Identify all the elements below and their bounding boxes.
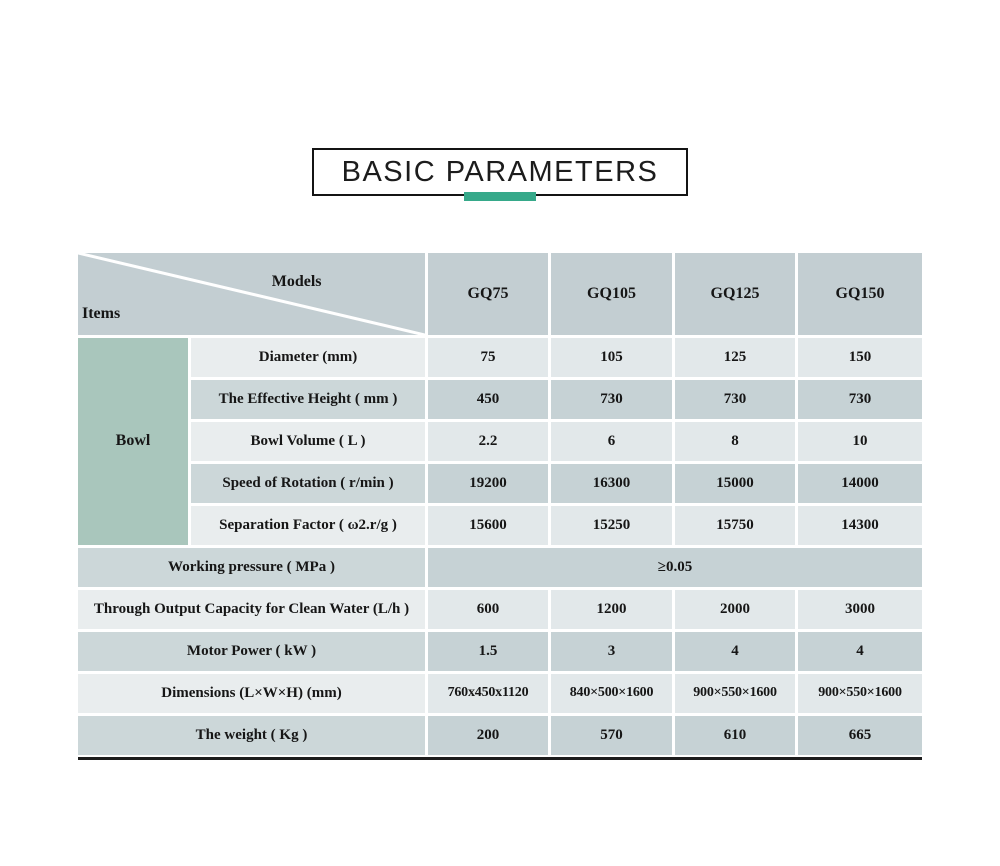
value-cell: 3000 bbox=[798, 590, 922, 629]
value-cell: 1.5 bbox=[428, 632, 548, 671]
param-label-diameter: Diameter (mm) bbox=[191, 338, 425, 377]
value-cell: 19200 bbox=[428, 464, 548, 503]
value-cell: 14300 bbox=[798, 506, 922, 545]
page-title: BASIC PARAMETERS bbox=[341, 155, 659, 188]
value-cell: 730 bbox=[675, 380, 795, 419]
bowl-group-label: Bowl bbox=[78, 338, 188, 545]
value-cell: 760x450x1120 bbox=[428, 674, 548, 713]
corner-header-cell bbox=[78, 253, 425, 335]
value-cell: 3 bbox=[551, 632, 672, 671]
value-cell: 125 bbox=[675, 338, 795, 377]
value-cell: 15000 bbox=[675, 464, 795, 503]
value-cell: 16300 bbox=[551, 464, 672, 503]
value-cell: 4 bbox=[675, 632, 795, 671]
value-cell: 4 bbox=[798, 632, 922, 671]
basic-parameters-title-box bbox=[312, 148, 688, 196]
value-cell: 900×550×1600 bbox=[675, 674, 795, 713]
value-cell: 8 bbox=[675, 422, 795, 461]
param-label-through-output-capacity: Through Output Capacity for Clean Water (L/h ) bbox=[78, 590, 425, 629]
title-accent-bar bbox=[464, 192, 536, 201]
param-label-working-pressure: Working pressure ( MPa ) bbox=[78, 548, 425, 587]
value-cell: 200 bbox=[428, 716, 548, 755]
value-cell: 105 bbox=[551, 338, 672, 377]
value-cell: 665 bbox=[798, 716, 922, 755]
param-label-bowl-volume: Bowl Volume ( L ) bbox=[191, 422, 425, 461]
model-header-gq105: GQ105 bbox=[551, 253, 672, 335]
model-header-gq150: GQ150 bbox=[798, 253, 922, 335]
value-cell: 900×550×1600 bbox=[798, 674, 922, 713]
items-header-label: Items bbox=[82, 304, 121, 322]
param-label-effective-height: The Effective Height ( mm ) bbox=[191, 380, 425, 419]
value-cell: 150 bbox=[798, 338, 922, 377]
value-cell: 2.2 bbox=[428, 422, 548, 461]
value-cell: 730 bbox=[798, 380, 922, 419]
value-cell: 2000 bbox=[675, 590, 795, 629]
value-cell: 15750 bbox=[675, 506, 795, 545]
param-label-separation-factor: Separation Factor ( ω2.r/g ) bbox=[191, 506, 425, 545]
value-cell: 14000 bbox=[798, 464, 922, 503]
value-cell-working-pressure: ≥0.05 bbox=[428, 548, 922, 587]
models-header-label: Models bbox=[271, 273, 322, 290]
param-label-motor-power: Motor Power ( kW ) bbox=[78, 632, 425, 671]
value-cell: 570 bbox=[551, 716, 672, 755]
model-header-gq75: GQ75 bbox=[428, 253, 548, 335]
value-cell: 840×500×1600 bbox=[551, 674, 672, 713]
param-label-speed-of-rotation: Speed of Rotation ( r/min ) bbox=[191, 464, 425, 503]
param-label-weight: The weight ( Kg ) bbox=[78, 716, 425, 755]
value-cell: 75 bbox=[428, 338, 548, 377]
value-cell: 10 bbox=[798, 422, 922, 461]
value-cell: 15600 bbox=[428, 506, 548, 545]
param-label-dimensions: Dimensions (L×W×H) (mm) bbox=[78, 674, 425, 713]
value-cell: 610 bbox=[675, 716, 795, 755]
value-cell: 730 bbox=[551, 380, 672, 419]
spec-table bbox=[78, 253, 922, 760]
value-cell: 1200 bbox=[551, 590, 672, 629]
value-cell: 15250 bbox=[551, 506, 672, 545]
model-header-gq125: GQ125 bbox=[675, 253, 795, 335]
diagonal-divider bbox=[78, 253, 425, 335]
value-cell: 600 bbox=[428, 590, 548, 629]
value-cell: 6 bbox=[551, 422, 672, 461]
value-cell: 450 bbox=[428, 380, 548, 419]
